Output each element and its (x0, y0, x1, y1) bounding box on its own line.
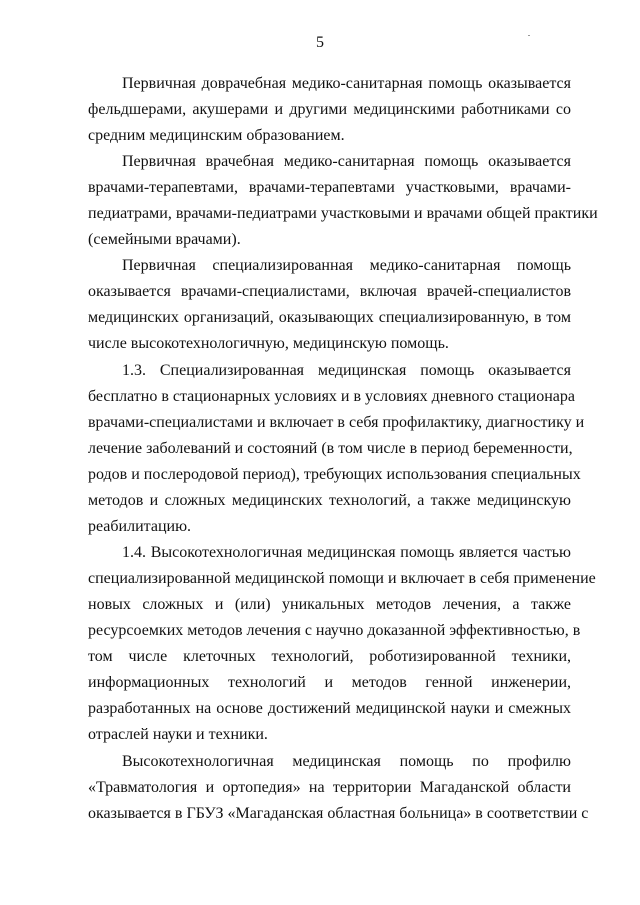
paragraph-1-line-2: фельдшерами, акушерами и другими медицинскими работниками со (88, 101, 571, 118)
paragraph-3-line-3: медицинских организаций, оказывающих специализированную, в том (88, 309, 571, 326)
paragraph-4-line-5: родов и послеродовой период), требующих использования специальных (88, 466, 581, 483)
paragraph-2-line-3: педиатрами, врачами-педиатрами участковыми и врачами общей практики (88, 205, 598, 222)
paragraph-1-line-1: Первичная доврачебная медико-санитарная помощь оказывается (122, 75, 571, 92)
paragraph-5-line-4: ресурсоемких методов лечения с научно доказанной эффективностью, в (88, 622, 581, 639)
paragraph-5-line-1: 1.4. Высокотехнологичная медицинская помощь является частью (122, 544, 571, 561)
paragraph-4-line-4: лечение заболеваний и состояний (в том числе в период беременности, (88, 440, 573, 457)
paragraph-6-line-1: Высокотехнологичная медицинская помощь по профилю (122, 753, 571, 770)
paragraph-4-line-2: бесплатно в стационарных условиях и в условиях дневного стационара (88, 388, 575, 405)
paragraph-4-line-7: реабилитацию. (88, 518, 192, 535)
page-number: 5 (316, 34, 324, 51)
paragraph-6-line-3: оказывается в ГБУЗ «Магаданская областная больница» в соответствии с (88, 805, 589, 822)
paragraph-6-line-2: «Травматология и ортопедия» на территории Магаданской области (88, 779, 571, 796)
paragraph-3-line-4: числе высокотехнологичную, медицинскую помощь. (88, 335, 449, 352)
scan-speck (528, 35, 530, 36)
paragraph-5-line-8: отраслей науки и техники. (88, 726, 268, 743)
paragraph-2-line-4: (семейными врачами). (88, 231, 241, 248)
paragraph-3-line-1: Первичная специализированная медико-санитарная помощь (122, 257, 571, 274)
paragraph-4-line-6: методов и сложных медицинских технологий, а также медицинскую (88, 492, 571, 509)
paragraph-5-line-5: том числе клеточных технологий, роботизированной техники, (88, 648, 571, 665)
paragraph-2-line-1: Первичная врачебная медико-санитарная помощь оказывается (122, 153, 571, 170)
paragraph-5-line-6: информационных технологий и методов генной инженерии, (88, 674, 571, 691)
paragraph-5-line-2: специализированной медицинской помощи и включает в себя применение (88, 570, 596, 587)
paragraph-4-line-3: врачами-специалистами и включает в себя профилактику, диагностику и (88, 414, 585, 431)
paragraph-1-line-3: средним медицинским образованием. (88, 127, 345, 144)
paragraph-2-line-2: врачами-терапевтами, врачами-терапевтами участковыми, врачами- (88, 179, 571, 196)
paragraph-5-line-7: разработанных на основе достижений медицинской науки и смежных (88, 700, 571, 717)
paragraph-3-line-2: оказывается врачами-специалистами, включая врачей-специалистов (88, 283, 571, 300)
paragraph-5-line-3: новых сложных и (или) уникальных методов лечения, а также (88, 596, 571, 613)
paragraph-4-line-1: 1.3. Специализированная медицинская помощь оказывается (122, 362, 571, 379)
